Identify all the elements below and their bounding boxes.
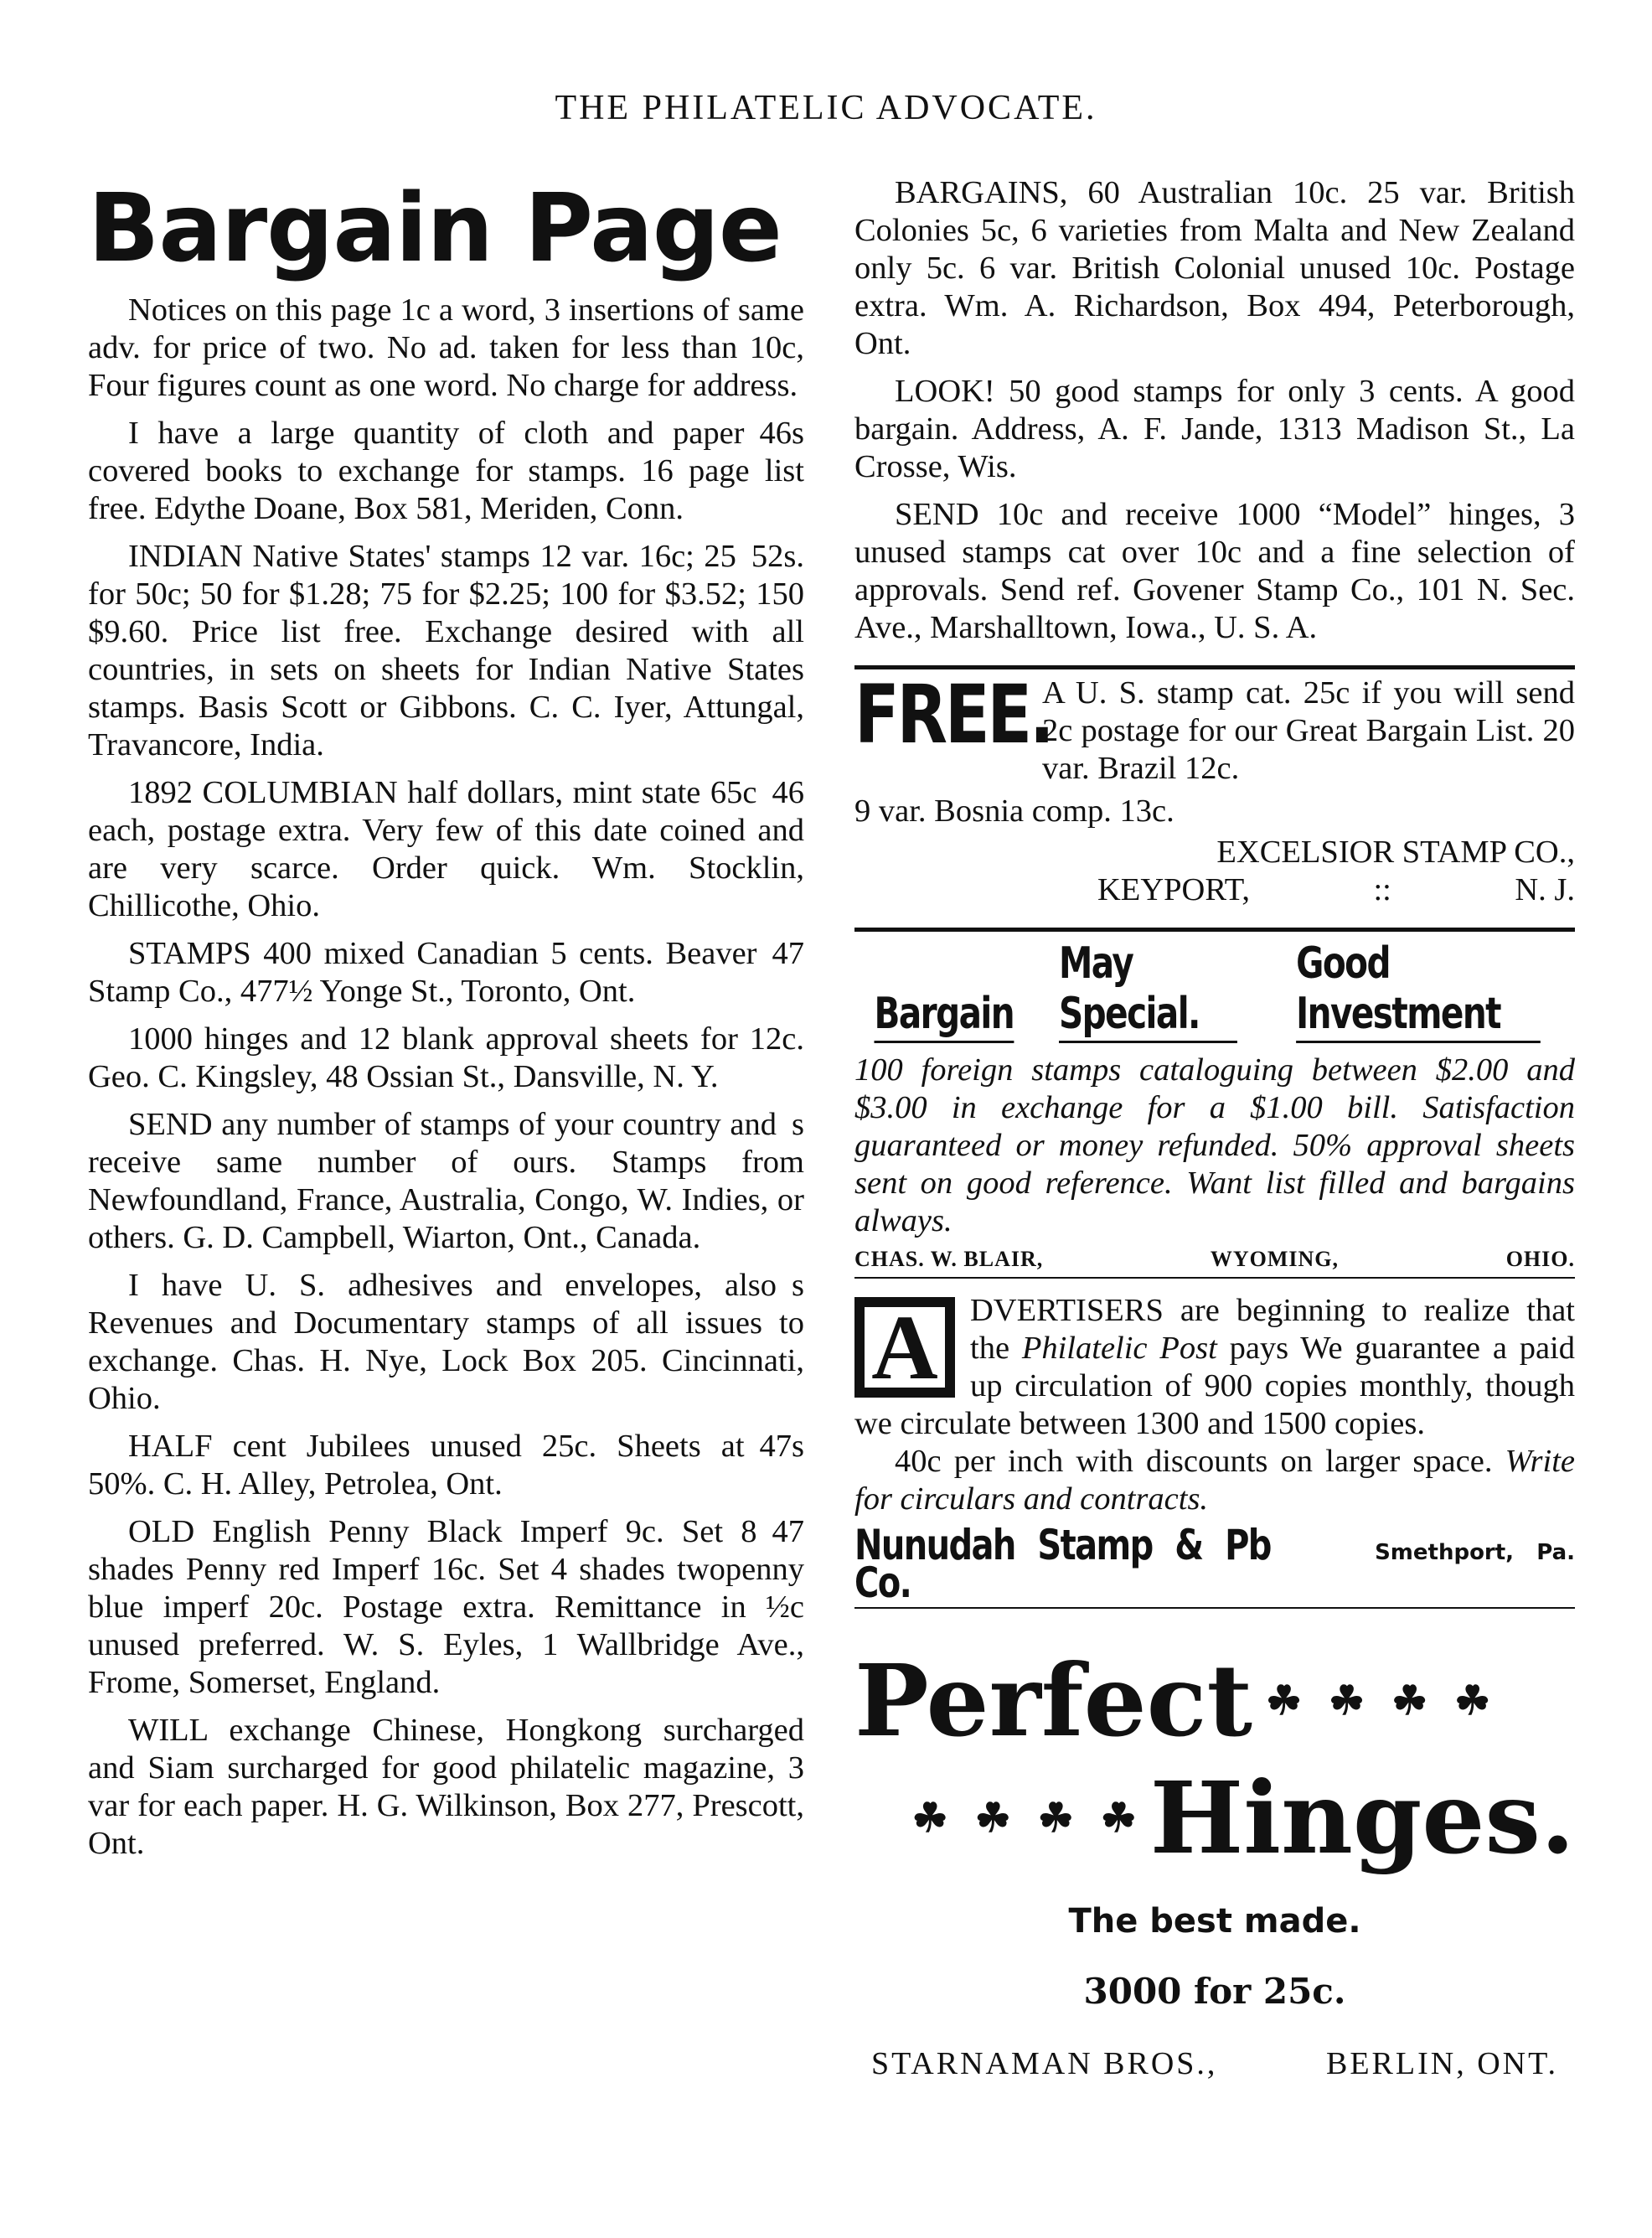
left-ad-list <box>88 292 804 1863</box>
classified-ad <box>88 935 804 1010</box>
seller-city: BERLIN, ONT. <box>1326 2046 1558 2081</box>
ornament-icon: ☘ <box>974 1795 1011 1842</box>
ad-text: SEND 10c and receive 1000 “Model” hinges, 3 unused stamps cat over 10c and a fine selection of approvals. Send ref. Govener Stamp Co., 101 N. Sec. Ave., Marshalltown, Iowa., U. S. A. <box>854 497 1575 645</box>
nunudah-address <box>1375 1534 1575 1572</box>
ornament-icon: ☘ <box>1037 1795 1074 1842</box>
best-made: The best made. <box>1068 1902 1361 1941</box>
ornament-icon: ☘ <box>911 1795 948 1842</box>
word-hinges: Hinges. <box>1149 1760 1575 1876</box>
ornament-icon: ☘ <box>1266 1677 1303 1724</box>
ad-text: WILL exchange Chinese, Hongkong surcharged and Siam surcharged for good philatelic magazine, 3 var for each paper. H. G. Wilkinson, Box 277, Prescott, Ont. <box>88 1713 804 1861</box>
ad-text: STAMPS 400 mixed Canadian 5 cents. Beaver Stamp Co., 477½ Yonge St., Toronto, Ont. <box>88 936 757 1009</box>
classified-ad <box>88 538 804 764</box>
hinges-line <box>854 1760 1575 1877</box>
ornament-icon: ☘ <box>1100 1795 1137 1842</box>
advertisers-ad <box>854 1292 1575 1607</box>
sig-state: OHIO. <box>1505 1247 1575 1271</box>
classified-ad <box>88 1513 804 1702</box>
adv-text3: 40c per inch with discounts on larger space. <box>895 1444 1505 1479</box>
ad-issue-tag: s <box>792 1268 804 1303</box>
left-column <box>88 174 804 1873</box>
ad-issue-tag: s <box>792 1107 804 1142</box>
ad-text: I have U. S. adhesives and envelopes, also Revenues and Documentary stamps of all issues to exchange. Chas. H. Nye, Lock Box 205. Cincinnati, Ohio. <box>88 1268 804 1416</box>
right-column <box>854 174 1575 2082</box>
excelsior-state: N. J. <box>1515 872 1575 907</box>
classified-ad <box>88 774 804 925</box>
adv-italic2: Write for circulars and contracts. <box>854 1444 1575 1517</box>
adv-text1: DVERTISERS are beginning to realize that the <box>970 1293 1575 1366</box>
ad-text: I have a large quantity of cloth and paper covered books to exchange for stamps. 16 page list free. Edythe Doane, Box 581, Meriden, Conn. <box>88 416 804 526</box>
ad-issue-tag: 47 <box>772 1514 804 1549</box>
ornament-icon: ☘ <box>1329 1677 1365 1724</box>
ad-text: OLD English Penny Black Imperf 9c. Set 8 shades Penny red Imperf 16c. Set 4 shades twopenny blue imperf 20c. Postage extra. Remittance in ½c unused preferred. W. S. Eyles, 1 Wallbridge Ave., Frome, Somerset, England. <box>88 1514 804 1700</box>
divider <box>854 1607 1575 1609</box>
classified-ad <box>88 292 804 405</box>
ad-text: LOOK! 50 good stamps for only 3 cents. A good bargain. Address, A. F. Jande, 1313 Madison St., La Crosse, Wis. <box>854 374 1575 484</box>
dropcap <box>854 1297 955 1398</box>
ad-issue-tag: 46 <box>772 775 804 810</box>
heading-good-investment: Good Investment <box>1296 938 1541 1043</box>
heading-bargain: Bargain <box>874 989 1014 1043</box>
ad-text: BARGAINS, 60 Australian 10c. 25 var. British Colonies 5c, 6 varieties from Malta and New Zealand only 5c. 6 var. British Colonial unused 10c. Postage extra. Wm. A. Richardson, Box 494, Peterborough, Ont. <box>854 175 1575 361</box>
special-signature <box>854 1247 1575 1272</box>
page-title: Bargain Page <box>88 174 782 283</box>
nunudah-city: Smethport, <box>1375 1540 1515 1565</box>
adv-text2: pays We guarantee a paid up circulation of 900 copies monthly, though we circulate between 1300 and 1500 copies. <box>854 1331 1575 1441</box>
adv-italic: Philatelic Post <box>1021 1331 1217 1366</box>
classified-ad <box>88 1267 804 1418</box>
ad-issue-tag: 47s <box>759 1429 804 1464</box>
dropcap-letter: A <box>865 1307 945 1388</box>
sig-city: WYOMING, <box>1210 1247 1340 1271</box>
hinges-price: 3000 for 25c. <box>1083 1971 1346 2012</box>
classified-ad <box>88 1106 804 1257</box>
free-text: A U. S. stamp cat. 25c if you will send 2c postage for our Great Bargain List. 20 var. Brazil 12c. <box>1042 675 1575 786</box>
ad-text: 1000 hinges and 12 blank approval sheets for 12c. Geo. C. Kingsley, 48 Ossian St., Dansville, N. Y. <box>88 1021 804 1094</box>
nunudah-row <box>854 1521 1575 1607</box>
ad-text: INDIAN Native States' stamps 12 var. 16c; 25 for 50c; 50 for $1.28; 75 for $2.25; 100 for $3.52; 150 $9.60. Price list free. Exchange desired with all countries, in sets on sheets for Indian Native States stamps. Basis Scott or Gibbons. C. C. Iyer, Attungal, Travancore, India. <box>88 539 804 762</box>
classified-ad <box>854 373 1575 486</box>
seller <box>854 2045 1575 2082</box>
special-ad-text: 100 foreign stamps cataloguing between $2.00 and $3.00 in exchange for a $1.00 bill. Satisfaction guaranteed or money refunded. 50% approval sheets sent on good reference. Want list filled and bargains always. <box>854 1052 1575 1238</box>
ornament-icon: ☘ <box>1391 1677 1428 1724</box>
excelsior-address <box>1097 871 1575 909</box>
ad-text: HALF cent Jubilees unused 25c. Sheets at 50%. C. H. Alley, Petrolea, Ont. <box>88 1429 745 1501</box>
right-ad-list <box>854 174 1575 647</box>
heading-may-special: May Special. <box>1059 938 1237 1043</box>
classified-ad <box>88 1712 804 1863</box>
classified-ad <box>854 496 1575 647</box>
nunudah-company: Nunudah Stamp & Pb Co. <box>854 1521 1271 1607</box>
classified-ad <box>88 1021 804 1096</box>
excelsior-company: EXCELSIOR STAMP CO., <box>1216 835 1575 870</box>
free-word: FREE. <box>854 668 1052 762</box>
free-ad <box>854 668 1575 909</box>
ad-issue-tag: 47 <box>772 936 804 971</box>
ad-issue-tag: 46s <box>759 416 804 451</box>
excelsior-sep: :: <box>1373 872 1391 907</box>
nunudah-state: Pa. <box>1536 1540 1575 1565</box>
sig-name: CHAS. W. BLAIR, <box>854 1247 1044 1271</box>
ad-text: SEND any number of stamps of your country and receive same number of ours. Stamps from Newfoundland, France, Australia, Congo, W. Indies, or others. G. D. Campbell, Wiarton, Ont., Canada. <box>88 1107 804 1255</box>
perfect-line <box>854 1642 1575 1760</box>
ad-issue-tag: 52s. <box>751 539 804 574</box>
excelsior-city: KEYPORT, <box>1097 872 1250 907</box>
ornament-icon: ☘ <box>1454 1677 1491 1724</box>
ad-text: Notices on this page 1c a word, 3 insertions of same adv. for price of two. No ad. taken for less than 10c, Four figures count as one word. No charge for address. <box>88 292 804 403</box>
classified-ad <box>854 174 1575 363</box>
word-perfect: Perfect <box>854 1642 1252 1759</box>
running-head: THE PHILATELIC ADVOCATE. <box>555 89 1097 127</box>
classified-ad <box>88 1428 804 1503</box>
classified-ad <box>88 415 804 528</box>
seller-name: STARNAMAN BROS., <box>871 2046 1218 2081</box>
special-headings <box>854 938 1575 1043</box>
ad-text: 1892 COLUMBIAN half dollars, mint state 65c each, postage extra. Very few of this date coined and are very scarce. Order quick. Wm. Stocklin, Chillicothe, Ohio. <box>88 775 804 923</box>
adv-rates <box>854 1443 1575 1518</box>
free-line2: 9 var. Bosnia comp. 13c. <box>854 793 1174 829</box>
hinges-ad <box>854 1642 1575 2082</box>
divider <box>854 928 1575 932</box>
divider <box>854 1277 1575 1279</box>
